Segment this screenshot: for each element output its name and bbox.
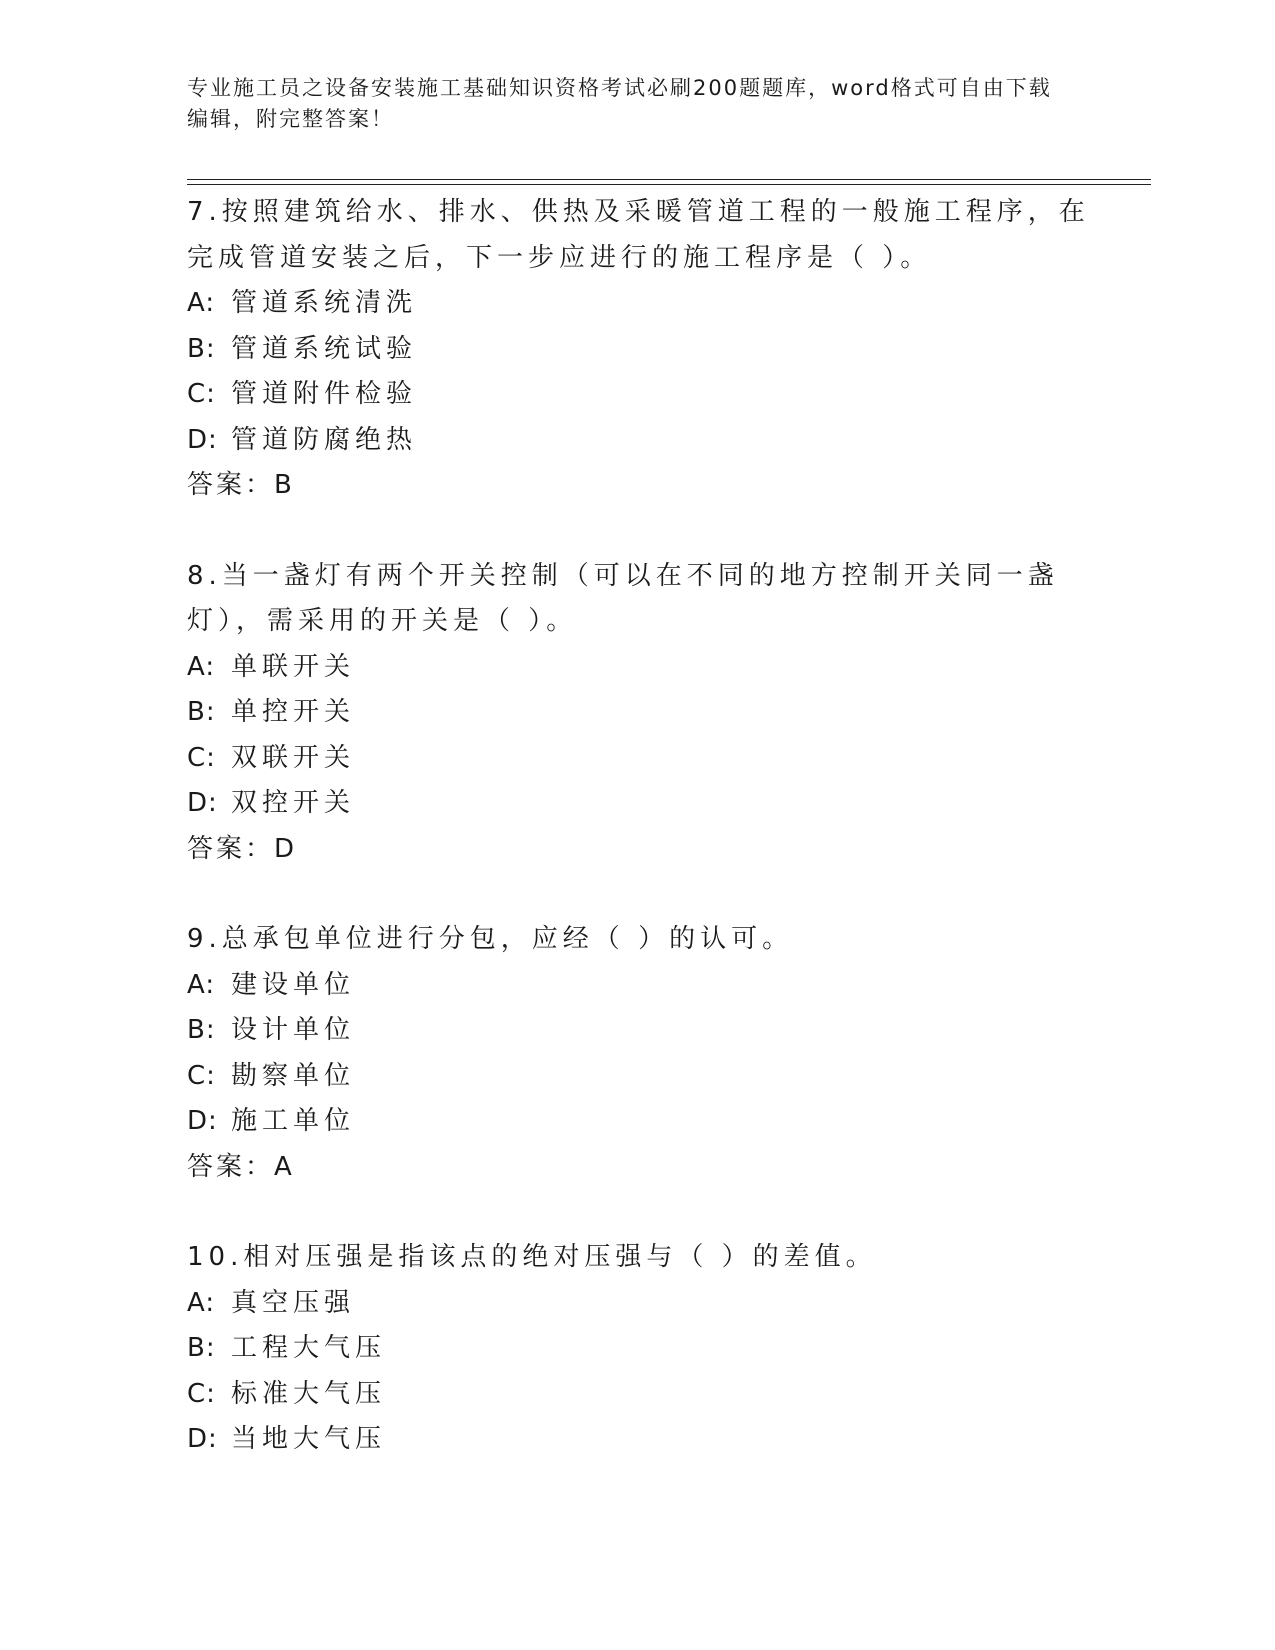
option-text: 当地大气压 [231,1424,387,1454]
option-letter: B: [187,1333,216,1363]
option-c [187,1372,1107,1418]
option-letter: A: [187,651,216,682]
option-text: 单联开关 [231,651,356,682]
question-item [187,190,1107,509]
question-text: 7.按照建筑给水、排水、供热及采暖管道工程的一般施工程序，在完成管道安装之后，下一步应进行的施工程序是（ ）。 [187,197,1090,273]
option-letter: C: [187,742,216,773]
option-letter: D: [187,788,218,818]
option-letter: A: [187,969,216,1000]
question-item [187,1235,1107,1463]
option-text: 单控开关 [231,697,356,727]
option-text: 双控开关 [231,788,356,818]
option-letter: D: [187,1106,218,1136]
option-text: 建设单位 [231,969,356,1000]
header-divider-bottom [187,184,1151,185]
option-letter: B: [187,1015,216,1045]
option-b [187,1008,1107,1054]
answer-line: 答案：B [187,470,295,500]
question-item [187,917,1107,1190]
answer-line: 答案：A [187,1151,295,1182]
option-letter: A: [187,1287,216,1318]
option-text: 双联开关 [231,742,356,773]
option-letter: D: [187,1424,218,1454]
answer-line: 答案：D [187,833,298,864]
option-text: 真空压强 [231,1287,356,1318]
option-text: 施工单位 [231,1106,356,1136]
option-text: 标准大气压 [231,1378,387,1409]
option-letter: C: [187,1060,216,1091]
option-d [187,781,1107,827]
option-b [187,690,1107,736]
option-letter: B: [187,697,216,727]
option-c [187,1054,1107,1100]
header-divider-top [187,179,1151,180]
option-text: 管道防腐绝热 [231,424,418,455]
option-a [187,963,1107,1009]
question-text: 10.相对压强是指该点的绝对压强与（ ）的差值。 [187,1242,877,1272]
option-b [187,327,1107,373]
document-header: 专业施工员之设备安装施工基础知识资格考试必刷200题题库，word格式可自由下载编辑，附完整答案！ [187,76,1052,131]
option-letter: C: [187,1378,216,1409]
option-letter: D: [187,424,218,455]
option-letter: A: [187,288,216,318]
question-text: 8.当一盏灯有两个开关控制（可以在不同的地方控制开关同一盏灯），需采用的开关是（ ）。 [187,560,1059,636]
question-text: 9.总承包单位进行分包，应经（ ）的认可。 [187,924,794,954]
option-a [187,1281,1107,1327]
option-a [187,645,1107,691]
option-text: 管道系统清洗 [231,288,418,318]
option-letter: B: [187,333,216,364]
option-b [187,1326,1107,1372]
option-text: 管道系统试验 [231,333,418,364]
question-list [187,190,1107,1508]
option-c [187,372,1107,418]
option-a [187,281,1107,327]
option-d [187,1099,1107,1145]
option-text: 设计单位 [231,1015,356,1045]
question-item [187,554,1107,873]
option-text: 管道附件检验 [231,379,418,409]
option-letter: C: [187,379,216,409]
option-text: 勘察单位 [231,1060,356,1091]
option-text: 工程大气压 [231,1333,387,1363]
option-d [187,1417,1107,1463]
option-d [187,418,1107,464]
option-c [187,736,1107,782]
